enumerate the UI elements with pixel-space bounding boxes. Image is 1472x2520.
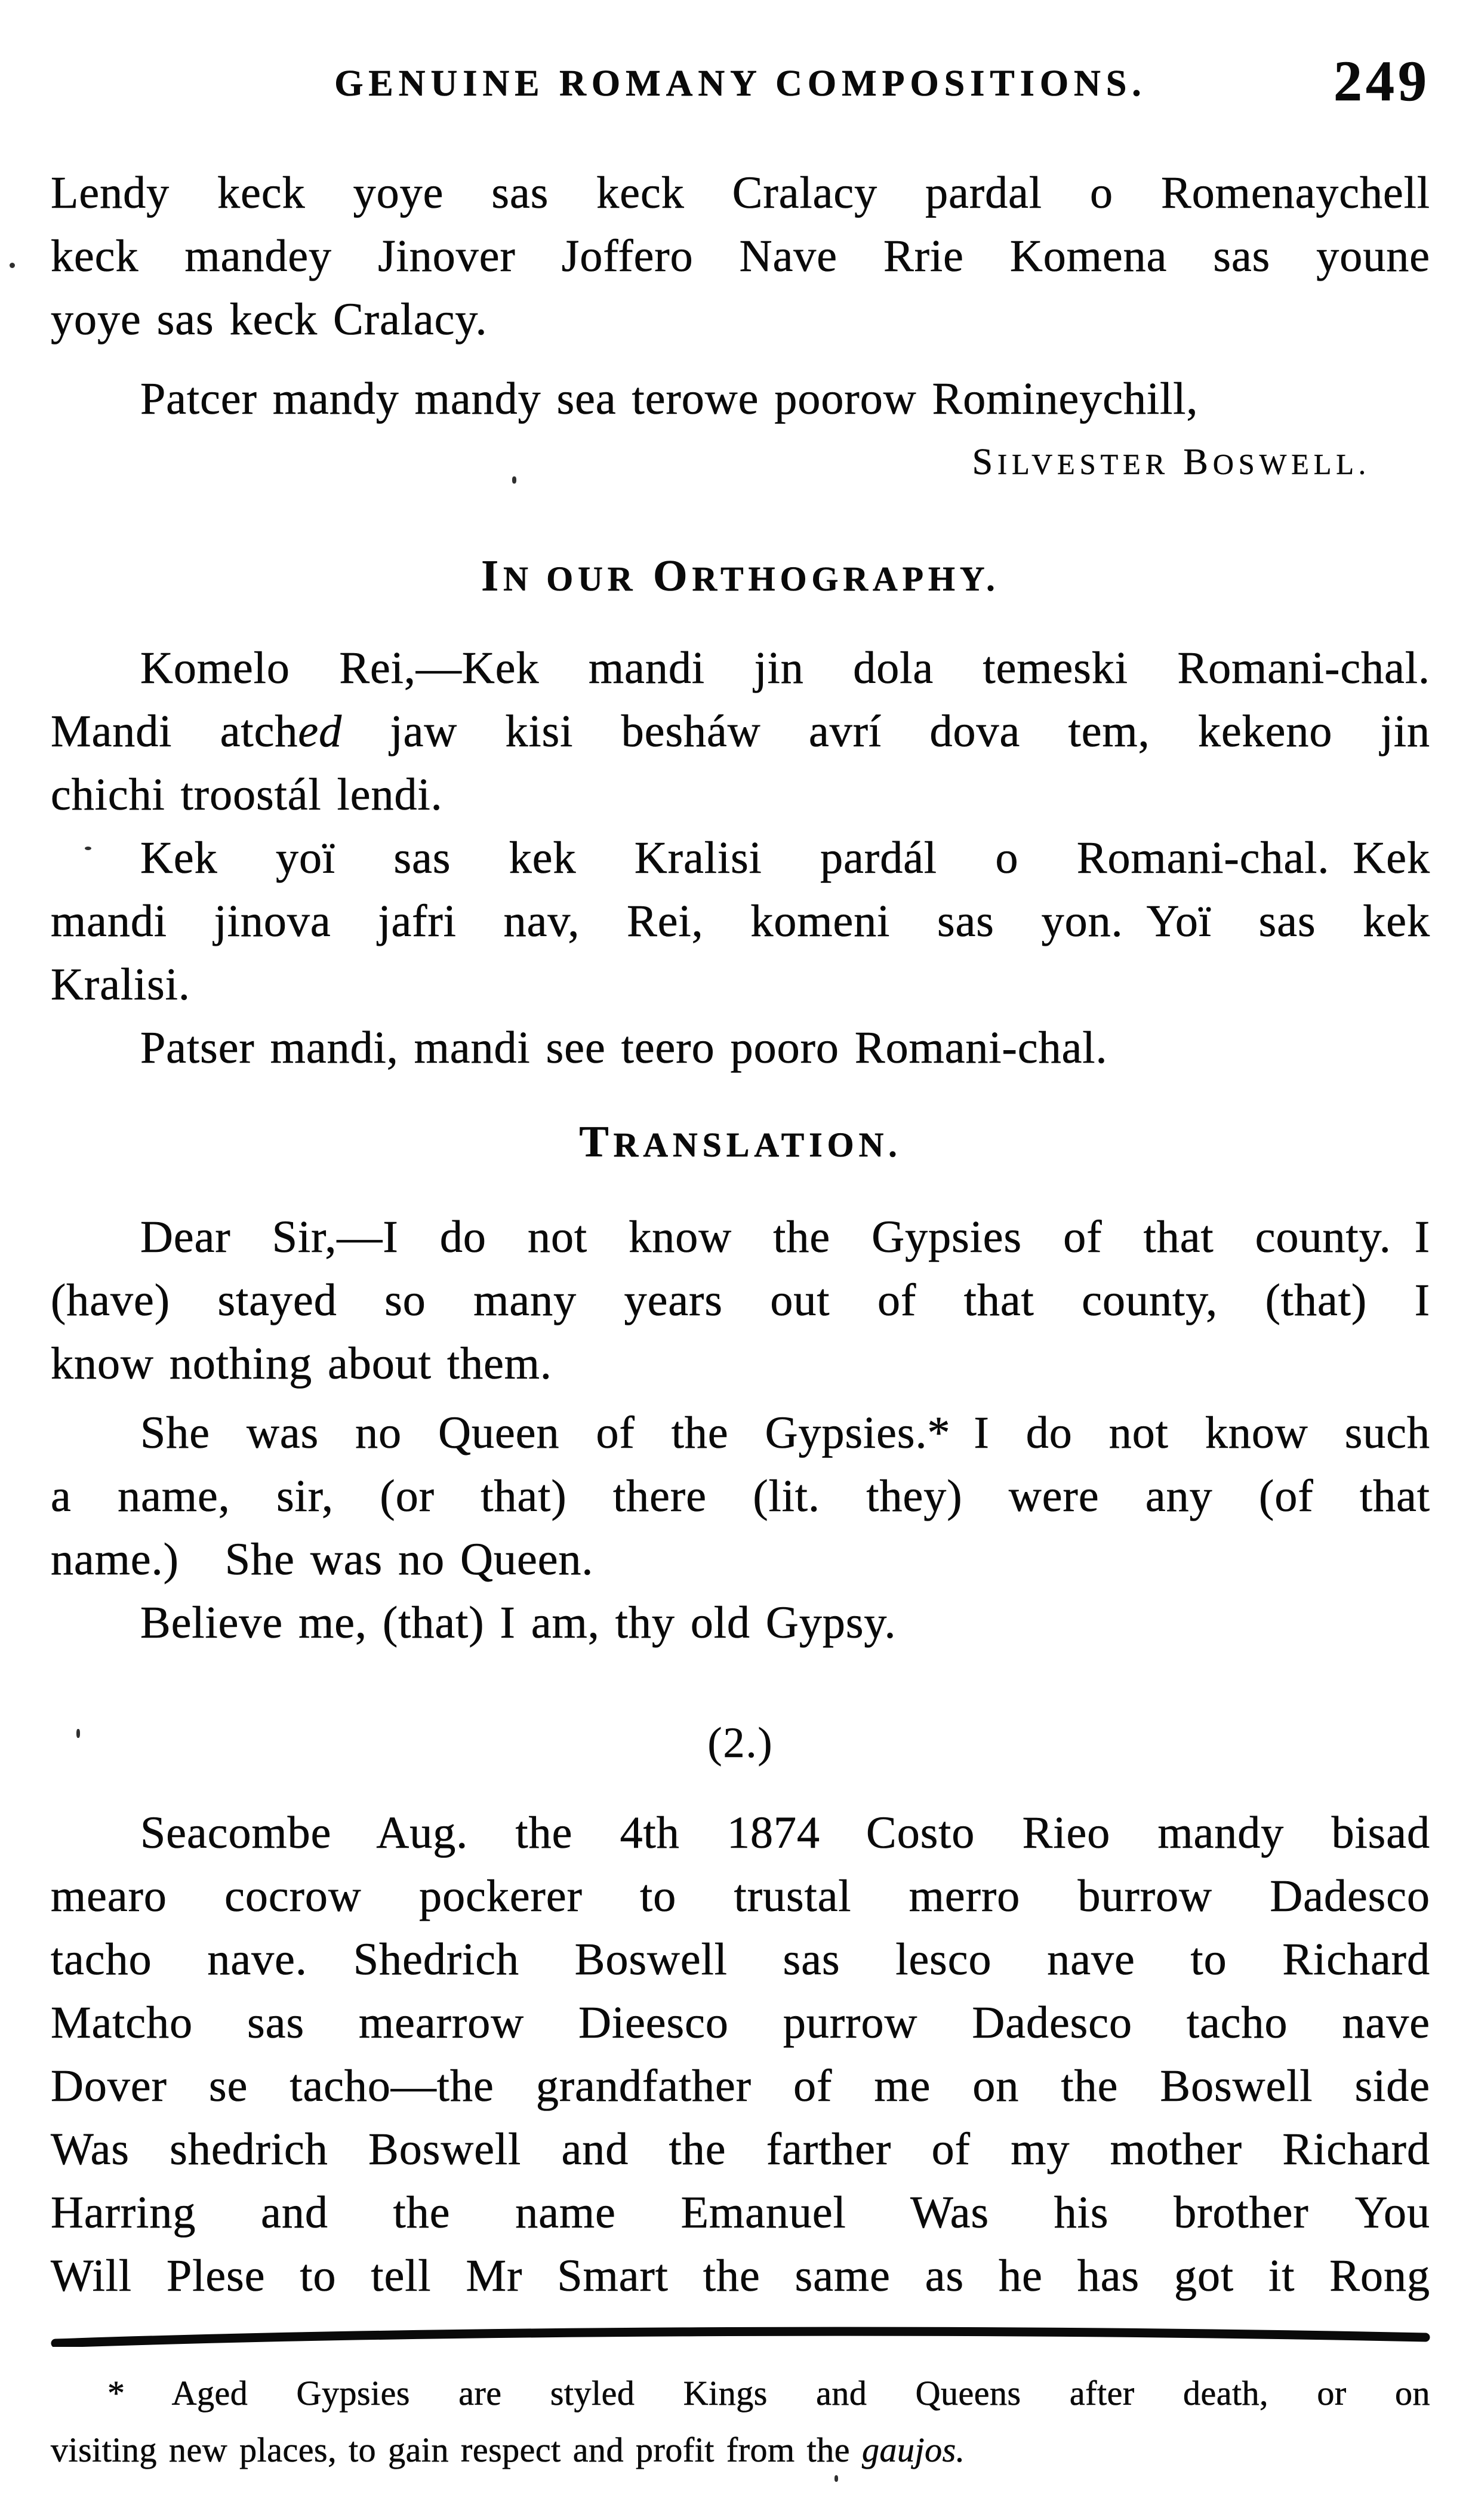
text-segment: O — [652, 552, 692, 601]
page-title: GENUINE ROMANY COMPOSITIONS. — [334, 63, 1147, 104]
italic-segment: gaujos. — [861, 2430, 965, 2469]
text-line: Will Plese to tell Mr Smart the same as he has got it Rong — [51, 2251, 1430, 2301]
text-segment: jaw kisi besháw avrí dova tem, kekeno jin — [342, 706, 1430, 756]
text-line — [51, 700, 1430, 763]
footnote-rule-svg — [51, 2325, 1430, 2347]
smallcaps-segment: ILVESTER — [997, 449, 1169, 481]
running-header — [51, 48, 1430, 119]
text-line: She was no Queen of the Gypsies.* I do not know such — [140, 1408, 1430, 1458]
section-heading-translation — [51, 1109, 1430, 1179]
text-line: mearo cocrow pockerer to trustal merro burrow Dadesco — [51, 1871, 1430, 1921]
ink-speck — [10, 263, 15, 268]
ink-speck — [834, 2475, 838, 2482]
text-line: Harring and the name Emanuel Was his brother You — [51, 2187, 1430, 2238]
text-line: tacho nave. Shedrich Boswell sas lesco nave to Richard — [51, 1934, 1430, 1984]
page-number: 249 — [1334, 49, 1430, 113]
text-line: Seacombe Aug. the 4th 1874 Costo Rieo mandy bisad — [140, 1808, 1430, 1858]
paragraph-orthography-2 — [51, 826, 1430, 1016]
text-line: (have) stayed so many years out of that county, (that) I — [51, 1275, 1430, 1325]
text-line: Patser mandi, mandi see teero pooro Romani-chal. — [140, 1023, 1108, 1073]
paragraph-seacombe-letter — [51, 1801, 1430, 2307]
text-line: Dover se tacho—the grandfather of me on the Boswell side — [51, 2061, 1430, 2111]
smallcaps-segment: N OUR — [503, 561, 638, 598]
text-segment: B — [1183, 442, 1213, 482]
text-line: name.) She was no Queen. — [51, 1534, 594, 1584]
paragraph-romany-closing — [51, 367, 1430, 430]
text-line: Kek yoï sas kek Kralisi pardál o Romani-chal. Kek — [140, 833, 1430, 883]
text-line: Was shedrich Boswell and the farther of my mother Richard — [51, 2124, 1430, 2174]
text-line: Dear Sir,—I do not know the Gypsies of that county. I — [140, 1212, 1430, 1262]
text-line: Patcer mandy mandy sea terowe poorow Romineychill, — [140, 374, 1199, 424]
text-segment: S — [972, 442, 998, 482]
text-segment: T — [579, 1118, 614, 1167]
text-line: Believe me, (that) I am, thy old Gypsy. — [140, 1598, 897, 1648]
paragraph-translation-2 — [51, 1401, 1430, 1591]
text-line: mandi jinova jafri nav, Rei, komeni sas yon. Yoï sas kek — [51, 896, 1430, 946]
paragraph-orthography-1 — [51, 636, 1430, 826]
smallcaps-segment: OSWELL. — [1212, 449, 1371, 481]
text-segment: visiting new places, to gain respect and profit from the — [51, 2430, 862, 2469]
smallcaps-segment: RANSLATION. — [613, 1127, 902, 1164]
text-line: chichi troostál lendi. — [51, 770, 443, 820]
footnote-rule-line — [56, 2331, 1425, 2343]
footnote-rule — [51, 2325, 1430, 2347]
italic-segment: ed — [298, 706, 343, 756]
text-segment: Mandi atch — [51, 706, 298, 756]
paragraph-translation-1 — [51, 1205, 1430, 1395]
text-line: a name, sir, (or that) there (lit. they) were any (of that — [51, 1471, 1430, 1521]
footnote — [51, 2365, 1430, 2478]
section-number: (2.) — [707, 1719, 774, 1767]
paragraph-translation-3 — [51, 1591, 1430, 1654]
ink-speck — [85, 847, 91, 850]
signature-silvester-boswell — [51, 430, 1430, 497]
text-line: Lendy keck yoye sas keck Cralacy pardal o Romenaychell — [51, 168, 1430, 218]
ink-speck — [512, 476, 516, 484]
text-line: Matcho sas mearrow Dieesco purrow Dadesco tacho nave — [51, 1998, 1430, 2048]
text-block — [0, 48, 1472, 2478]
text-line: Komelo Rei,—Kek mandi jin dola temeski Romani-chal. — [140, 643, 1430, 693]
text-line: keck mandey Jinover Joffero Nave Rrie Komena sas youne — [51, 231, 1430, 281]
ink-speck — [76, 1729, 80, 1738]
text-line: Kralisi. — [51, 959, 190, 1010]
paragraph-orthography-3 — [51, 1016, 1430, 1079]
text-segment: I — [481, 552, 504, 601]
footnote-line: * Aged Gypsies are styled Kings and Queens after death, or on — [107, 2374, 1430, 2413]
text-line: yoye sas keck Cralacy. — [51, 294, 488, 344]
text-line: know nothing about them. — [51, 1339, 552, 1389]
paragraph-romany-letter — [51, 161, 1430, 351]
footnote-line — [51, 2421, 1430, 2478]
section-heading-orthography — [51, 543, 1430, 613]
smallcaps-segment: RTHOGRAPHY. — [692, 561, 1000, 598]
